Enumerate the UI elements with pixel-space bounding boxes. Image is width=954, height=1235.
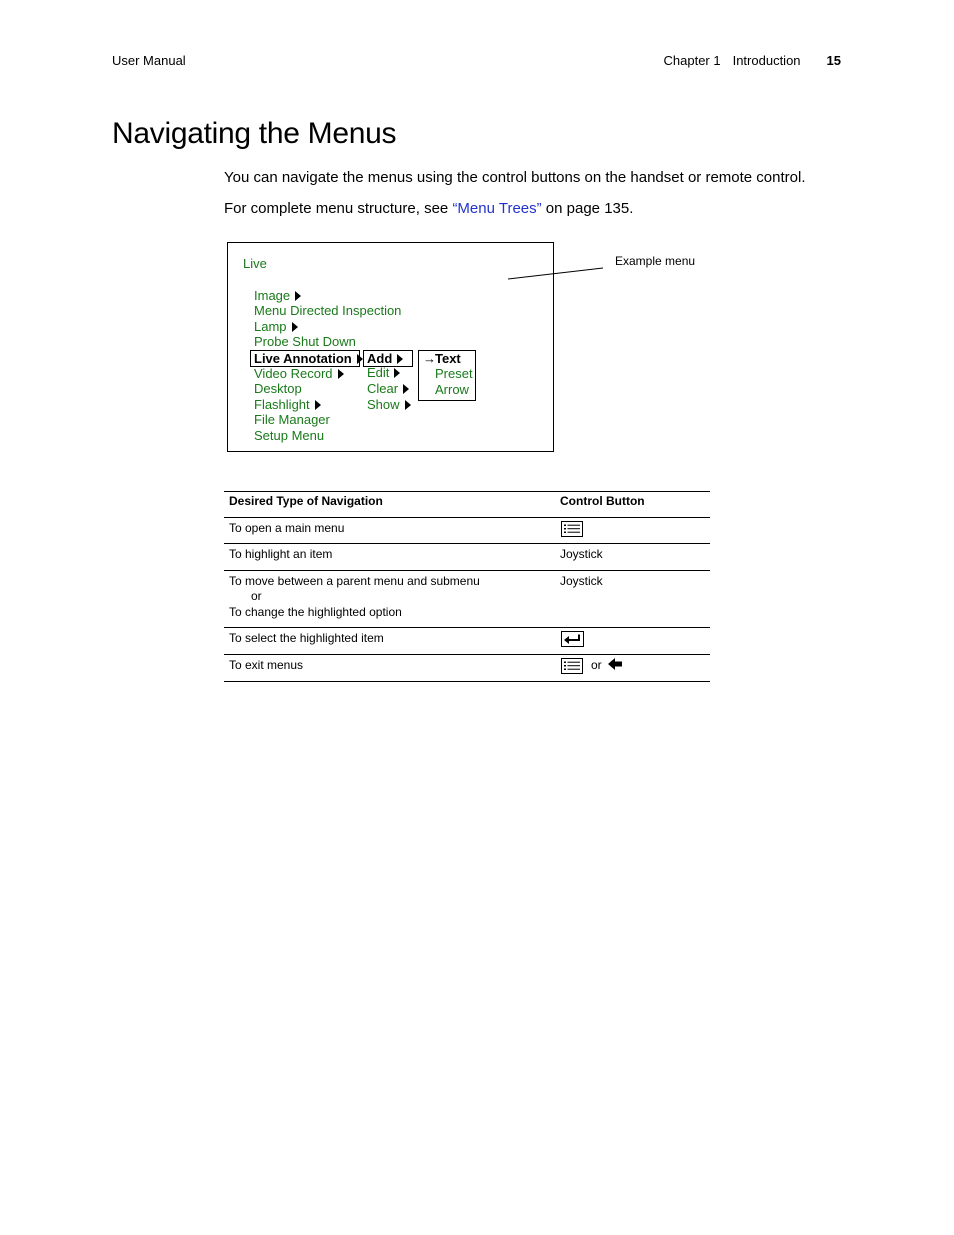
sub2-item-arrow: Arrow [435, 382, 469, 397]
table-row-divider [224, 517, 710, 518]
submenu-arrow-icon [403, 384, 409, 394]
table-row-move-between-menus: To move between a parent menu and submenu [229, 574, 480, 588]
menu-button-icon [561, 658, 583, 675]
menu-item-setup-menu: Setup Menu [254, 428, 325, 443]
page-title: Navigating the Menus [112, 117, 397, 150]
submenu-item-clear: Clear [367, 381, 409, 396]
menu-item-desktop: Desktop [254, 381, 302, 396]
page-number: 15 [826, 53, 841, 68]
joystick-label: Joystick [560, 574, 603, 588]
callout-label: Example menu [615, 254, 696, 268]
submenu-item-edit: Edit [367, 365, 400, 380]
sub2-item-text-selected: Text [435, 351, 461, 366]
callout-leader-line [0, 0, 954, 300]
menu-item-live-annotation-selected: Live Annotation [250, 350, 360, 367]
table-row-highlight-item: To highlight an item [229, 547, 333, 561]
enter-button-icon [561, 631, 584, 648]
reference-text-before: For complete menu structure, see [224, 200, 453, 217]
table-row-divider [224, 570, 710, 571]
table-row-divider [224, 543, 710, 544]
submenu-item-add-selected: Add [363, 350, 413, 367]
joystick-label: Joystick [560, 547, 603, 561]
submenu-arrow-icon [292, 322, 298, 332]
submenu-arrow-icon [405, 400, 411, 410]
table-top-rule [224, 491, 710, 492]
menu-item-image: Image [254, 288, 301, 303]
menu-item-flashlight: Flashlight [254, 397, 321, 412]
menu-item-video-record: Video Record [254, 366, 344, 381]
submenu-arrow-icon [338, 369, 344, 379]
menu-title: Live [243, 256, 267, 271]
menu-button-icon [561, 521, 583, 538]
menu-trees-link[interactable]: “Menu Trees” [452, 200, 542, 217]
table-header-navigation: Desired Type of Navigation [229, 494, 383, 508]
menu-item-probe-shut-down: Probe Shut Down [254, 334, 356, 349]
sub2-item-preset: Preset [435, 366, 473, 381]
or-connector: or [591, 658, 602, 672]
table-row-change-option: To change the highlighted option [229, 605, 402, 619]
submenu-arrow-icon [315, 400, 321, 410]
or-connector: or [251, 589, 262, 603]
submenu-arrow-icon [397, 354, 403, 364]
table-row-exit-menus: To exit menus [229, 658, 304, 672]
table-row-open-menu: To open a main menu [229, 521, 345, 535]
back-arrow-icon [607, 657, 623, 672]
table-row-select-item: To select the highlighted item [229, 631, 384, 645]
table-bottom-rule [224, 681, 710, 682]
table-row-divider [224, 627, 710, 628]
intro-paragraph: You can navigate the menus using the control buttons on the handset or remote control. [224, 169, 806, 186]
submenu-arrow-icon [394, 368, 400, 378]
selection-arrow-icon: → [423, 351, 436, 366]
section-label: Introduction [732, 53, 801, 68]
menu-item-menu-directed-inspection: Menu Directed Inspection [254, 303, 402, 318]
submenu-item-show: Show [367, 397, 411, 412]
chapter-label: Chapter 1 [663, 53, 721, 68]
running-header-left: User Manual [112, 53, 186, 68]
menu-item-lamp: Lamp [254, 319, 298, 334]
table-row-divider [224, 654, 710, 655]
reference-text-after: on page 135. [541, 200, 634, 217]
table-header-control-button: Control Button [560, 494, 645, 508]
menu-item-file-manager: File Manager [254, 412, 330, 427]
submenu-arrow-icon [357, 354, 363, 364]
